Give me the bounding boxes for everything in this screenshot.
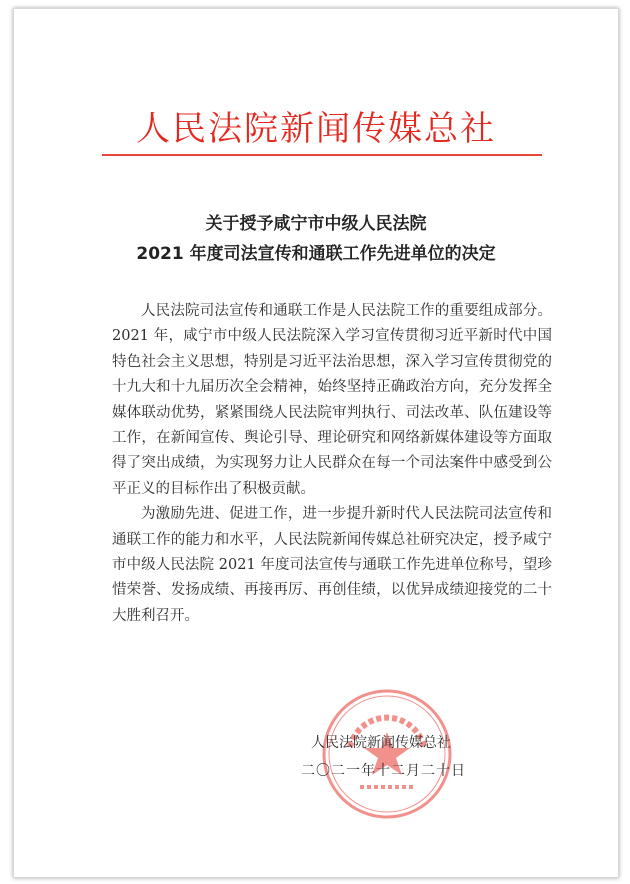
document-body [112, 299, 552, 629]
signature-organization: 人民法院新闻传媒总社 [311, 735, 451, 751]
masthead-divider [102, 154, 542, 156]
masthead-title: 人民法院新闻传媒总社 [136, 109, 496, 149]
signature-date: 二〇二一年十二月二十日 [301, 763, 466, 779]
document-title-line-1: 关于授予咸宁市中级人民法院 [205, 214, 427, 234]
document-title-line-2: 2021 年度司法宣传和通联工作先进单位的决定 [136, 244, 496, 264]
official-seal-icon [320, 687, 454, 821]
body-paragraph-1: 人民法院司法宣传和通联工作是人民法院工作的重要组成部分。2021 年，咸宁市中级人民法院深入学习宣传贯彻习近平新时代中国特色社会主义思想，特别是习近平法治思想，深入学习宣传贯彻党的十九大和十九届历次全会精神，始终坚持正确政治方向，充分发挥全媒体联动优势，紧紧围绕人民法院审判执行、司法改革、队伍建设等工作，在新闻宣传、舆论引导、理论研究和网络新媒体建设等方面取得了突出成绩，为实现努力让人民群众在每一个司法案件中感受到公平正义的目标作出了积极贡献。 [112, 303, 552, 497]
document-page [13, 8, 619, 878]
body-paragraph-2: 为激励先进、促进工作，进一步提升新时代人民法院司法宣传和通联工作的能力和水平，人民法院新闻传媒总社研究决定，授予咸宁市中级人民法院 2021 年度司法宣传与通联工作先进单位称号，望珍惜荣誉、发扬成绩、再接再厉、再创佳绩，以优异成绩迎接党的二十大胜利召开。 [112, 506, 552, 624]
